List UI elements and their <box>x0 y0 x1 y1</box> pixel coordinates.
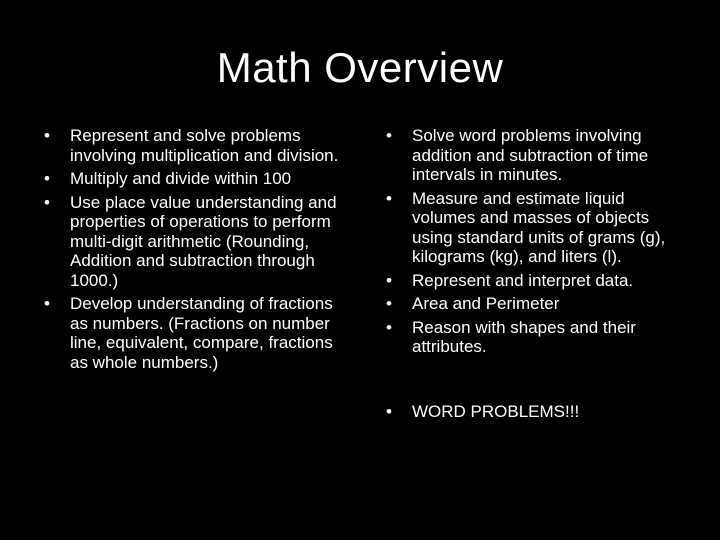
list-item-text: WORD PROBLEMS!!! <box>412 401 580 421</box>
list-item-emphasis <box>386 402 691 422</box>
list-item-text: Reason with shapes and their attributes. <box>412 317 636 356</box>
list-item-text: Area and Perimeter <box>412 294 560 313</box>
list-item <box>386 189 691 267</box>
bullet-icon: • <box>386 188 392 208</box>
list-item <box>44 169 349 189</box>
list-item <box>44 126 349 165</box>
right-bullet-list <box>386 126 691 425</box>
bullet-icon: • <box>386 270 392 290</box>
bullet-icon: • <box>44 169 50 188</box>
list-item <box>386 318 691 357</box>
bullet-icon: • <box>44 126 50 145</box>
left-bullet-list <box>44 126 349 376</box>
bullet-icon: • <box>386 317 392 337</box>
slide-title: Math Overview <box>216 44 504 91</box>
list-item <box>44 294 349 372</box>
list-item <box>386 294 691 314</box>
list-item-text: Develop understanding of fractions as numbers. (Fractions on number line, equivalent, compare, fractions as whole numbers.) <box>70 294 333 372</box>
bullet-icon: • <box>386 294 392 313</box>
list-item-text: Measure and estimate liquid volumes and masses of objects using standard units of grams (g), kilograms (kg), and liters (l). <box>412 188 666 266</box>
bullet-icon: • <box>386 401 392 421</box>
list-item <box>386 126 691 185</box>
list-item-text: Multiply and divide within 100 <box>70 169 292 188</box>
list-item <box>386 271 691 291</box>
list-item-text: Represent and solve problems involving multiplication and division. <box>70 126 339 165</box>
bullet-icon: • <box>44 294 50 313</box>
bullet-icon: • <box>44 192 50 212</box>
list-item-text: Represent and interpret data. <box>412 270 634 290</box>
list-item <box>44 193 349 291</box>
bullet-icon: • <box>386 126 392 145</box>
list-item-text: Solve word problems involving addition and subtraction of time intervals in minutes. <box>412 126 649 184</box>
list-item-text: Use place value understanding and properties of operations to perform multi-digit arithmetic (Rounding, Addition and subtraction through 1000.) <box>70 192 337 290</box>
